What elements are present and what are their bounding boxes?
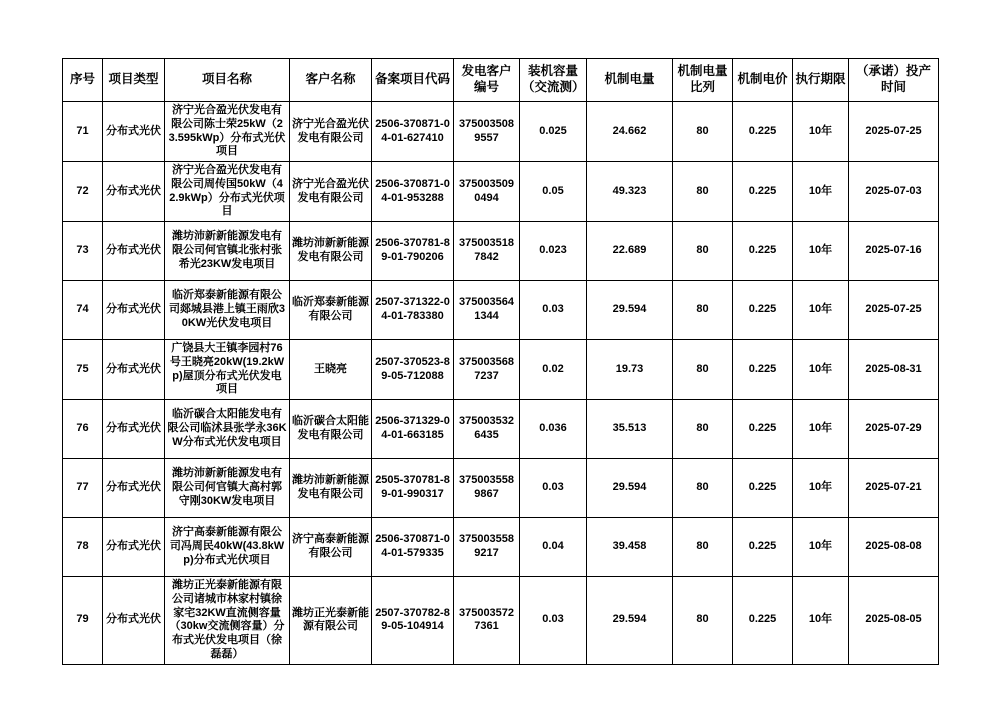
table-row [63, 577, 939, 665]
cell-project-name: 潍坊正光泰新能源有限公司诸城市林家村镇徐家宅32KW直流侧容量（30kw交流侧容量）分布式光伏发电项目（徐磊磊） [165, 577, 290, 665]
cell-term: 10年 [793, 102, 849, 162]
cell-customer-no: 3750035326435 [454, 400, 520, 459]
cell-mech-price: 0.225 [733, 577, 793, 665]
cell-mech-price: 0.225 [733, 162, 793, 222]
cell-commission-date: 2025-08-05 [849, 577, 939, 665]
project-table [62, 58, 939, 665]
cell-project-type: 分布式光伏 [103, 400, 165, 459]
cell-customer-name: 潍坊沛新新能源发电有限公司 [290, 222, 372, 281]
header-record-code: 备案项目代码 [372, 59, 454, 102]
cell-customer-no: 3750035089557 [454, 102, 520, 162]
table-row [63, 222, 939, 281]
cell-project-type: 分布式光伏 [103, 162, 165, 222]
cell-seq: 79 [63, 577, 103, 665]
table-header-row [63, 59, 939, 102]
cell-mech-ratio: 80 [673, 102, 733, 162]
cell-project-name: 临沂郑泰新能源有限公司郯城县港上镇王雨欣30KW光伏发电项目 [165, 281, 290, 340]
cell-commission-date: 2025-07-29 [849, 400, 939, 459]
cell-mech-price: 0.225 [733, 459, 793, 518]
cell-customer-no: 3750035090494 [454, 162, 520, 222]
cell-term: 10年 [793, 400, 849, 459]
cell-capacity: 0.05 [520, 162, 587, 222]
cell-term: 10年 [793, 281, 849, 340]
cell-project-name: 济宁高泰新能源有限公司冯周民40kW(43.8kWp)分布式光伏项目 [165, 518, 290, 577]
cell-mech-price: 0.225 [733, 222, 793, 281]
cell-record-code: 2506-370871-04-01-579335 [372, 518, 454, 577]
cell-capacity: 0.03 [520, 281, 587, 340]
cell-seq: 72 [63, 162, 103, 222]
cell-project-name: 广饶县大王镇李园村76号王晓亮20kW(19.2kWp)屋顶分布式光伏发电项目 [165, 340, 290, 400]
cell-customer-no: 3750035187842 [454, 222, 520, 281]
table-row [63, 518, 939, 577]
header-seq: 序号 [63, 59, 103, 102]
cell-record-code: 2506-370871-04-01-953288 [372, 162, 454, 222]
cell-project-type: 分布式光伏 [103, 577, 165, 665]
cell-customer-name: 济宁光合盈光伏发电有限公司 [290, 162, 372, 222]
cell-term: 10年 [793, 162, 849, 222]
cell-term: 10年 [793, 518, 849, 577]
cell-mech-power: 35.513 [587, 400, 673, 459]
cell-mech-power: 29.594 [587, 281, 673, 340]
cell-seq: 71 [63, 102, 103, 162]
cell-project-type: 分布式光伏 [103, 518, 165, 577]
cell-customer-no: 3750035589867 [454, 459, 520, 518]
cell-commission-date: 2025-07-25 [849, 102, 939, 162]
cell-mech-ratio: 80 [673, 281, 733, 340]
cell-customer-no: 3750035727361 [454, 577, 520, 665]
header-mech-power: 机制电量 [587, 59, 673, 102]
cell-capacity: 0.02 [520, 340, 587, 400]
cell-seq: 73 [63, 222, 103, 281]
header-customer-name: 客户名称 [290, 59, 372, 102]
table-row [63, 162, 939, 222]
cell-customer-no: 3750035687237 [454, 340, 520, 400]
cell-mech-power: 29.594 [587, 577, 673, 665]
cell-project-name: 潍坊沛新新能源发电有限公司何官镇大高村郭守刚30KW发电项目 [165, 459, 290, 518]
cell-project-type: 分布式光伏 [103, 102, 165, 162]
cell-term: 10年 [793, 222, 849, 281]
cell-term: 10年 [793, 577, 849, 665]
cell-project-type: 分布式光伏 [103, 222, 165, 281]
cell-seq: 75 [63, 340, 103, 400]
cell-mech-ratio: 80 [673, 400, 733, 459]
cell-capacity: 0.036 [520, 400, 587, 459]
cell-customer-no: 3750035589217 [454, 518, 520, 577]
cell-term: 10年 [793, 459, 849, 518]
header-term: 执行期限 [793, 59, 849, 102]
cell-seq: 76 [63, 400, 103, 459]
cell-mech-power: 22.689 [587, 222, 673, 281]
cell-mech-power: 19.73 [587, 340, 673, 400]
cell-customer-name: 济宁高泰新能源有限公司 [290, 518, 372, 577]
cell-term: 10年 [793, 340, 849, 400]
cell-mech-ratio: 80 [673, 459, 733, 518]
cell-mech-price: 0.225 [733, 340, 793, 400]
table-row [63, 400, 939, 459]
cell-mech-power: 29.594 [587, 459, 673, 518]
header-project-name: 项目名称 [165, 59, 290, 102]
cell-commission-date: 2025-08-31 [849, 340, 939, 400]
cell-mech-ratio: 80 [673, 518, 733, 577]
table-container [62, 58, 938, 665]
cell-record-code: 2506-371329-04-01-663185 [372, 400, 454, 459]
cell-project-name: 临沂碳合太阳能发电有限公司临沭县张学永36KW分布式光伏发电项目 [165, 400, 290, 459]
cell-customer-name: 潍坊正光泰新能源有限公司 [290, 577, 372, 665]
cell-project-type: 分布式光伏 [103, 281, 165, 340]
cell-record-code: 2507-370782-89-05-104914 [372, 577, 454, 665]
table-row [63, 102, 939, 162]
cell-customer-name: 王晓亮 [290, 340, 372, 400]
cell-mech-price: 0.225 [733, 102, 793, 162]
cell-mech-power: 49.323 [587, 162, 673, 222]
cell-record-code: 2505-370781-89-01-990317 [372, 459, 454, 518]
header-project-type: 项目类型 [103, 59, 165, 102]
cell-record-code: 2507-371322-04-01-783380 [372, 281, 454, 340]
cell-mech-power: 39.458 [587, 518, 673, 577]
table-row [63, 340, 939, 400]
header-commission-date: （承诺）投产时间 [849, 59, 939, 102]
cell-capacity: 0.025 [520, 102, 587, 162]
cell-project-type: 分布式光伏 [103, 459, 165, 518]
header-mech-ratio: 机制电量比列 [673, 59, 733, 102]
cell-commission-date: 2025-07-16 [849, 222, 939, 281]
table-row [63, 281, 939, 340]
cell-seq: 78 [63, 518, 103, 577]
cell-mech-power: 24.662 [587, 102, 673, 162]
cell-commission-date: 2025-07-25 [849, 281, 939, 340]
cell-record-code: 2507-370523-89-05-712088 [372, 340, 454, 400]
cell-customer-name: 临沂郑泰新能源有限公司 [290, 281, 372, 340]
cell-seq: 74 [63, 281, 103, 340]
cell-mech-ratio: 80 [673, 577, 733, 665]
cell-customer-name: 潍坊沛新新能源发电有限公司 [290, 459, 372, 518]
cell-capacity: 0.03 [520, 577, 587, 665]
cell-customer-name: 济宁光合盈光伏发电有限公司 [290, 102, 372, 162]
cell-commission-date: 2025-07-03 [849, 162, 939, 222]
cell-mech-price: 0.225 [733, 400, 793, 459]
cell-project-name: 济宁光合盈光伏发电有限公司周传国50kW（42.9kWp）分布式光伏项目 [165, 162, 290, 222]
cell-mech-ratio: 80 [673, 222, 733, 281]
cell-project-name: 潍坊沛新新能源发电有限公司何官镇北张村张希光23KW发电项目 [165, 222, 290, 281]
header-customer-no: 发电客户编号 [454, 59, 520, 102]
cell-record-code: 2506-370781-89-01-790206 [372, 222, 454, 281]
header-capacity: 装机容量（交流测） [520, 59, 587, 102]
cell-customer-no: 3750035641344 [454, 281, 520, 340]
table-row [63, 459, 939, 518]
cell-mech-price: 0.225 [733, 518, 793, 577]
cell-project-name: 济宁光合盈光伏发电有限公司陈士荣25kW（23.595kWp）分布式光伏项目 [165, 102, 290, 162]
header-mech-price: 机制电价 [733, 59, 793, 102]
cell-record-code: 2506-370871-04-01-627410 [372, 102, 454, 162]
cell-project-type: 分布式光伏 [103, 340, 165, 400]
cell-mech-price: 0.225 [733, 281, 793, 340]
cell-capacity: 0.023 [520, 222, 587, 281]
cell-mech-ratio: 80 [673, 162, 733, 222]
cell-commission-date: 2025-08-08 [849, 518, 939, 577]
cell-seq: 77 [63, 459, 103, 518]
cell-customer-name: 临沂碳合太阳能发电有限公司 [290, 400, 372, 459]
cell-mech-ratio: 80 [673, 340, 733, 400]
cell-capacity: 0.04 [520, 518, 587, 577]
cell-capacity: 0.03 [520, 459, 587, 518]
cell-commission-date: 2025-07-21 [849, 459, 939, 518]
